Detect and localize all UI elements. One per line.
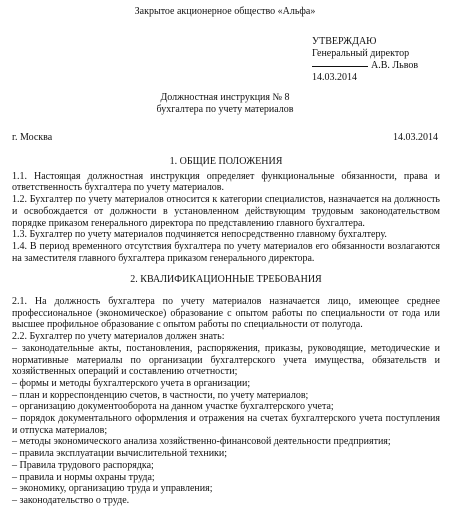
knowledge-item: – правила эксплуатации вычислительной техники; (12, 448, 228, 460)
paragraph-1-3: 1.3. Бухгалтер по учету материалов подчиняется непосредственно главному бухгалтеру. (12, 229, 387, 241)
approval-signer: А.В. Львов (371, 60, 419, 71)
document-date: 14.03.2014 (393, 132, 438, 143)
document-title-line-2: бухгалтера по учету материалов (156, 104, 294, 115)
paragraph-2-2: 2.2. Бухгалтер по учету материалов должен знать: (12, 331, 225, 343)
section-2-heading: 2. КВАЛИФИКАЦИОННЫЕ ТРЕБОВАНИЯ (130, 274, 322, 286)
knowledge-item: – порядок документального оформления и отражения на счетах бухгалтерского учета поступления и отпуска материалов; (12, 413, 440, 436)
approval-heading: УТВЕРЖДАЮ (312, 36, 377, 47)
knowledge-item: – организацию документооборота на данном участке бухгалтерского учета; (12, 401, 334, 413)
knowledge-item: – законодательство о труде. (12, 494, 130, 506)
company-name: Закрытое акционерное общество «Альфа» (134, 6, 316, 17)
paragraph-2-1: 2.1. На должность бухгалтера по учету материалов назначается лицо, имеющее среднее профессиональное (экономическое) образование с опытом работы по специальности от года или высшее профильное образование с опытом работы по специальности от полугода. (12, 296, 440, 331)
knowledge-item: – формы и методы бухгалтерского учета в организации; (12, 377, 251, 389)
paragraph-1-4: 1.4. В период временного отсутствия бухгалтера по учету материалов его обязанности возлагаются на заместителя главного бухгалтера приказом генерального директора. (12, 240, 440, 264)
knowledge-item: – план и корреспонденцию счетов, в частности, по учету материалов; (12, 389, 309, 401)
approval-date: 14.03.2014 (312, 72, 357, 83)
approval-signature-row (312, 60, 418, 72)
approval-position: Генеральный директор (312, 48, 410, 59)
knowledge-item: – экономику, организацию труда и управления; (12, 483, 213, 495)
document-body (12, 156, 440, 507)
paragraph-1-2: 1.2. Бухгалтер по учету материалов относится к категории специалистов, назначается на должность и освобождается от должности в установленном действующим трудовым законодательством порядке приказом генерального директора по представлению главного бухгалтера. (12, 194, 440, 229)
document-title-line-1: Должностная инструкция № 8 (160, 92, 290, 103)
signature-line (312, 66, 368, 67)
document-city: г. Москва (12, 132, 53, 143)
document-title (0, 92, 450, 116)
section-1-heading: 1. ОБЩИЕ ПОЛОЖЕНИЯ (169, 156, 283, 167)
knowledge-item: – Правила трудового распорядка; (12, 459, 154, 471)
knowledge-item: – законодательные акты, постановления, распоряжения, приказы, руководящие, методические и нормативные материалы по организации бухгалтерского учета имущества, обязательств и хозяйственных операций и составлению отчетности; (12, 342, 440, 378)
knowledge-item: – правила и нормы охраны труда; (12, 471, 155, 483)
knowledge-item: – методы экономического анализа хозяйственно-финансовой деятельности предприятия; (12, 436, 391, 448)
approval-block (312, 36, 418, 84)
paragraph-1-1: 1.1. Настоящая должностная инструкция определяет функциональные обязанности, права и ответственность бухгалтера по учету материалов. (12, 170, 440, 194)
